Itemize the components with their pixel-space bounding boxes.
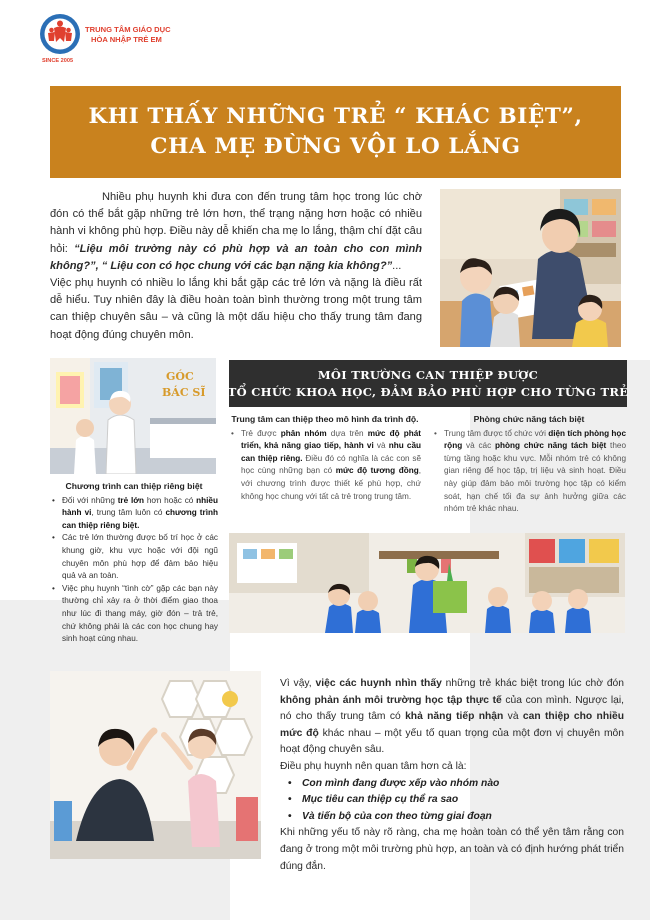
list-item: • Việc phụ huynh “tình cờ” gặp các bạn này thường chỉ xảy ra ở thời điểm giao thoa như lúc đi thang máy, giờ đón – trả trẻ, chứ không phải là các con học chung hay sinh hoạt cùng nhau. (50, 583, 218, 646)
logo-since: SINCE 2005 (42, 58, 74, 64)
separate-rooms-title: Phòng chức năng tách biệt (473, 414, 585, 424)
text-run: những trẻ khác biệt trong lúc chờ đón (441, 678, 625, 689)
text-run: không phản ánh môi trường học tập thực tế (280, 694, 502, 706)
focus-item: • Mục tiêu can thiệp cụ thể ra sao (280, 792, 624, 809)
text-run: mức độ phát triển, khả năng giao tiếp, hành vi (241, 428, 421, 451)
text-run: dựa trên (326, 428, 368, 438)
logo-name-line1: TRUNG TÂM GIÁO DỤC (85, 25, 171, 34)
text-run: của con mình. Ngược lại, nó cho thấy trung tâm có (280, 694, 624, 723)
text-run: Trung tâm được tổ chức với (444, 428, 549, 438)
text-run: phân nhóm (280, 428, 327, 438)
text-run: , trung tâm luôn có (91, 508, 166, 518)
text-run: hơn hoặc có (144, 495, 197, 505)
text-run: can thiệp cho nhiều mức độ (280, 711, 625, 739)
list-item (229, 428, 421, 504)
photo-doctor-corner (50, 358, 216, 474)
photo-teacher-with-children (440, 189, 621, 347)
text-run: theo từng tầng hoặc khu vực. Mỗi nhóm trẻ có không gian riêng để học tập, trị liệu và sinh hoạt. Điều này giúp đảm bảo môi trường học tập có kiểm soát, hạn chế tối đa sự ảnh hưởng giữa các nhóm trẻ khác nhau. (444, 441, 626, 514)
conclusion-paragraph-1 (280, 676, 624, 759)
title-banner (50, 86, 621, 178)
logo-name-line2: HÒA NHẬP TRẺ EM (91, 35, 162, 44)
section-header (229, 360, 627, 407)
text-run: diện tích phòng học rộng (444, 428, 626, 451)
individual-program-column (50, 480, 218, 646)
individual-program-title: Chương trình can thiệp riêng biệt (65, 481, 203, 491)
text-run: Đối với những (62, 495, 118, 505)
text-run: Vì vậy, (280, 678, 316, 689)
text-run: nhu cầu can thiệp riêng. (241, 441, 421, 463)
text-run: việc các huynh nhìn thấy (315, 678, 442, 689)
section-header-line-2: TỔ CHỨC KHOA HỌC, ĐẢM BẢO PHÙ HỢP CHO TỪNG TRẺ (227, 384, 629, 399)
text-run: khác nhau – một yếu tố quan trọng của một đơn vị chuyên môn hoạt động chuyên sâu. (280, 727, 625, 756)
logo-emblem-icon (38, 12, 82, 56)
intro-text (50, 189, 422, 344)
text-run: và (503, 711, 523, 723)
photo-classroom-group (229, 533, 625, 633)
list-item (50, 495, 218, 533)
text-run: Trẻ được (241, 428, 281, 438)
list-item (432, 428, 626, 516)
intro-paragraph-1 (50, 189, 422, 275)
photo-teacher-and-girl (50, 671, 261, 859)
text-run: nhiều hành vi (62, 495, 218, 518)
doctor-corner-sign-line1: GÓC (166, 370, 194, 383)
conclusion-care-line: Điều phụ huynh nên quan tâm hơn cả là: (280, 760, 467, 772)
focus-list (280, 776, 624, 826)
conclusion-text (280, 676, 624, 875)
text-run: mức độ tương đồng (335, 466, 419, 476)
text-run: phòng chức năng tách biệt (495, 441, 607, 451)
conclusion-closing: Khi những yếu tố này rõ ràng, cha mẹ hoàn toàn có thể yên tâm rằng con đang ở trong một môi trường phù hợp, an toàn và có định hướng phát triển đúng đắn. (280, 827, 624, 872)
title-line-2: CHA MẸ ĐỪNG VỘI LO LẮNG (150, 134, 521, 159)
text-run: chương trình can thiệp riêng biệt. (62, 508, 218, 530)
title-line-1: KHI THẤY NHỮNG TRẺ “ KHÁC BIỆT”, (88, 104, 583, 129)
multi-level-model-column (229, 413, 421, 503)
intro-paragraph-2: Việc phụ huynh có nhiều lo lắng khi bắt gặp các trẻ lớn và nặng là điều rất dễ hiểu. Tuy nhiên đây là điều hoàn toàn bình thường trong một trung tâm can thiệp chuyên sâu – và cũng là một dấu hiệu cho thấy trung tâm đang hoạt động đúng chuyên môn. (50, 277, 422, 341)
text-run: khả năng tiếp nhận (405, 711, 504, 723)
intro-text-a: Nhiều phụ huynh khi đưa con đến trung tâm học trong lúc chờ đón có thể bắt gặp những trẻ lớn hơn, thể trạng nặng hơn hoặc có nhiều hành vi không phù hợp. Điều này dễ khiến cha mẹ lo lắng, thậm chí đặt câu hỏi: (50, 191, 422, 255)
center-logo[interactable] (38, 12, 198, 62)
text-run: và các (462, 441, 496, 451)
text-run: trẻ lớn (117, 495, 145, 505)
list-item: • Các trẻ lớn thường được bố trí học ở các khung giờ, khu vực hoặc với đội ngũ chuyên môn phù hợp để đảm bảo hiệu quả và an toàn. (50, 532, 218, 582)
text-run: , với chương trình được thiết kế phù hợp, chứ không học chung với tất cả trẻ trong trung tâm. (241, 466, 421, 501)
multi-level-model-title: Trung tâm can thiệp theo mô hình đa trình độ. (231, 414, 419, 424)
text-run: Điều đó có nghĩa là các con sẽ học cùng những bạn có (241, 453, 421, 476)
text-run: và (373, 441, 389, 451)
separate-rooms-column (432, 413, 626, 516)
focus-item: • Và tiến bộ của con theo từng giai đoạn (280, 809, 624, 826)
intro-ellipsis: ... (392, 259, 402, 272)
focus-item: • Con mình đang được xếp vào nhóm nào (280, 776, 624, 793)
doctor-corner-sign-line2: BÁC SĨ (162, 386, 206, 399)
intro-question: “Liệu môi trường này có phù hợp và an toàn cho con mình không?”, “ Liệu con có học chung với các bạn nặng kia không?” (50, 242, 422, 272)
section-header-line-1: MÔI TRƯỜNG CAN THIỆP ĐƯỢC (317, 367, 539, 382)
